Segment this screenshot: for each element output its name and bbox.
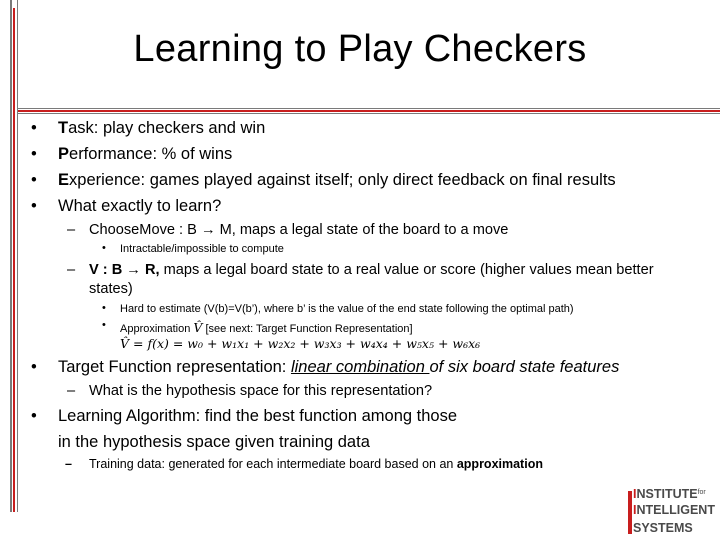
dash-marker: –	[67, 222, 76, 238]
logo-line-institute	[633, 487, 706, 501]
logo-text-institute: NSTITUTE	[636, 487, 698, 501]
training-data-approx: approximation	[456, 457, 543, 471]
institute-logo	[628, 487, 720, 540]
bullet-task	[31, 119, 266, 138]
bullet-what-to-learn-text: What exactly to learn?	[58, 197, 222, 215]
bullet-performance	[31, 145, 233, 164]
hard-estimate-text: Hard to estimate (V(b)=V(b’), where b’ is the value of the end state following the optimal path)	[120, 303, 574, 315]
dash-marker: –	[67, 262, 76, 278]
bullet-dot: •	[102, 242, 106, 254]
bullet-learning-algorithm	[31, 407, 458, 426]
approximation-rest: [see next: Target Function Representation]	[202, 323, 413, 335]
target-function-features: of six board state features	[429, 358, 620, 376]
bullet-dot: •	[31, 171, 37, 189]
approximation-equation: V̂ = f(x) = w₀ + w₁x₁ + w₂x₂ + w₃x₃ + w₄x₄ + w₅x₅ + w₆x₆	[120, 336, 481, 351]
bullet-experience-lead: E	[58, 171, 70, 189]
subsub-approximation	[102, 319, 413, 335]
bullet-dot: •	[31, 119, 37, 137]
bullet-dot: •	[31, 358, 37, 376]
hypothesis-text: What is the hypothesis space for this representation?	[89, 383, 433, 399]
bullet-experience-text: xperience: games played against itself; only direct feedback on final results	[69, 171, 616, 189]
dash-marker: –	[67, 383, 76, 399]
sub-value-function	[67, 262, 654, 278]
value-function-text: maps a legal board state to a real value or score (higher values mean better	[159, 262, 654, 278]
choose-move-text: ChooseMove : B → M, maps a legal state of the board to a move	[89, 222, 509, 238]
value-function-text-cont: states)	[89, 281, 133, 297]
learning-algorithm-cont: in the hypothesis space given training data	[58, 433, 370, 451]
bullet-dot: •	[102, 319, 106, 331]
left-rule-red	[13, 8, 15, 512]
training-data-text: Training data: generated for each intermediate board based on an	[89, 457, 457, 471]
sub-hypothesis	[67, 383, 433, 399]
approximation-text: Approximation	[120, 323, 194, 335]
value-function-lead: V : B → R,	[89, 262, 160, 278]
bullet-experience	[31, 171, 616, 190]
bullet-task-text: ask: play checkers and win	[68, 119, 266, 137]
subsub-intractable	[102, 242, 284, 255]
sub-value-function-cont	[89, 281, 133, 297]
title-rule-gray-2	[18, 113, 720, 114]
logo-letter-i: I	[633, 487, 637, 501]
learning-algorithm-text: Learning Algorithm: find the best function among those	[58, 407, 458, 425]
left-rule-gray	[10, 0, 12, 512]
logo-text-for: for	[697, 489, 706, 496]
sub-choose-move	[67, 222, 509, 238]
bullet-dot: •	[102, 302, 106, 314]
approx-symbol: V̂	[193, 320, 203, 335]
intractable-text: Intractable/impossible to compute	[120, 243, 284, 255]
subsub-hard-estimate	[102, 302, 574, 315]
logo-red-bar	[628, 491, 632, 534]
bullet-dot: •	[31, 145, 37, 163]
sub-training-data	[65, 457, 543, 471]
bullet-target-function	[31, 358, 620, 377]
bullet-performance-text: erformance: % of wins	[69, 145, 233, 163]
left-rule-gray-inner	[17, 0, 18, 512]
target-function-text: Target Function representation:	[58, 358, 291, 376]
slide-title: Learning to Play Checkers	[133, 28, 587, 70]
bullet-dot: •	[31, 197, 37, 215]
logo-text-intelligent: NTELLIGENT	[636, 503, 715, 517]
target-function-linear: linear combination	[290, 358, 430, 376]
title-rule-red	[18, 110, 720, 112]
logo-letter-i2: I	[633, 503, 637, 517]
logo-line-intelligent	[633, 503, 715, 517]
logo-line-systems: SYSTEMS	[633, 521, 693, 535]
bullet-dot: •	[31, 407, 37, 425]
bullet-what-to-learn	[31, 197, 222, 216]
bullet-task-lead: T	[58, 119, 69, 137]
title-rule-gray	[18, 108, 720, 109]
dash-marker: –	[65, 457, 72, 471]
bullet-performance-lead: P	[58, 145, 70, 163]
